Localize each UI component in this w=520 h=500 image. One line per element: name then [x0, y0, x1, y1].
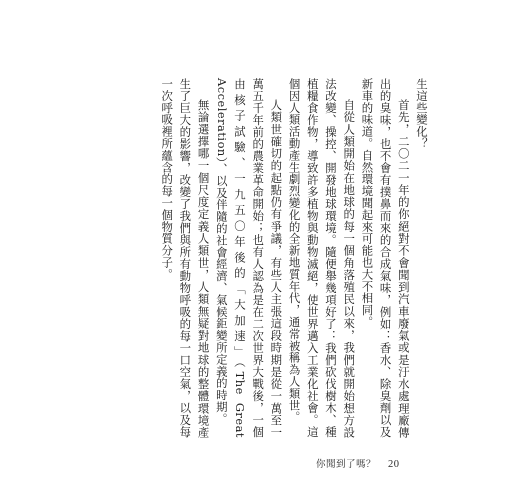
page-footer — [316, 456, 400, 470]
vertical-text-body — [158, 78, 431, 438]
section-heading-fragment: 生這些變化？ — [415, 78, 429, 150]
paragraph-2: 自從人類開始在地球的每一個角落殖民以來，我們就開始想方設法改變、操控、開發地球環境。隨便舉幾項好了：我們砍伐樹木、種植糧食作物，導致許多植物與動物滅絕，使世界邁入工業化社會。這個因人類活動產生劇烈變化的全新地質年代，通常被稱為人類世。 — [287, 78, 357, 438]
paragraph-4: 無論選擇哪一個尺度定義人類世，人類無疑對地球的整體環境產生了巨大的影響，改變了我們與所有動物呼吸的每一口空氣，以及每一次呼吸裡所蘊含的每一個物質分子。 — [160, 78, 211, 438]
page-number: 20 — [388, 459, 400, 470]
running-title: 你聞到了嗎？ — [316, 459, 377, 470]
paragraph-1: 首先，二〇二一年的你絕對不會聞到汽車廢氣或是汙水處理廠傳出的臭味，也不會有撲鼻而來的合成氣味，例如：香水、除臭劑以及新車的味道。自然環境聞起來可能也大不相同。 — [360, 78, 411, 438]
paragraph-3: 人類世確切的起點仍有爭議，有些人主張這段時期是從一萬至一萬五千年前的農業革命開始；也有人認為是在二次世界大戰後，一個由核子試驗、一九五〇年後的「大加速」（The Great Acceleration）、以及伴隨的社會經濟、氣候鉅變所定義的時期。 — [214, 78, 284, 438]
